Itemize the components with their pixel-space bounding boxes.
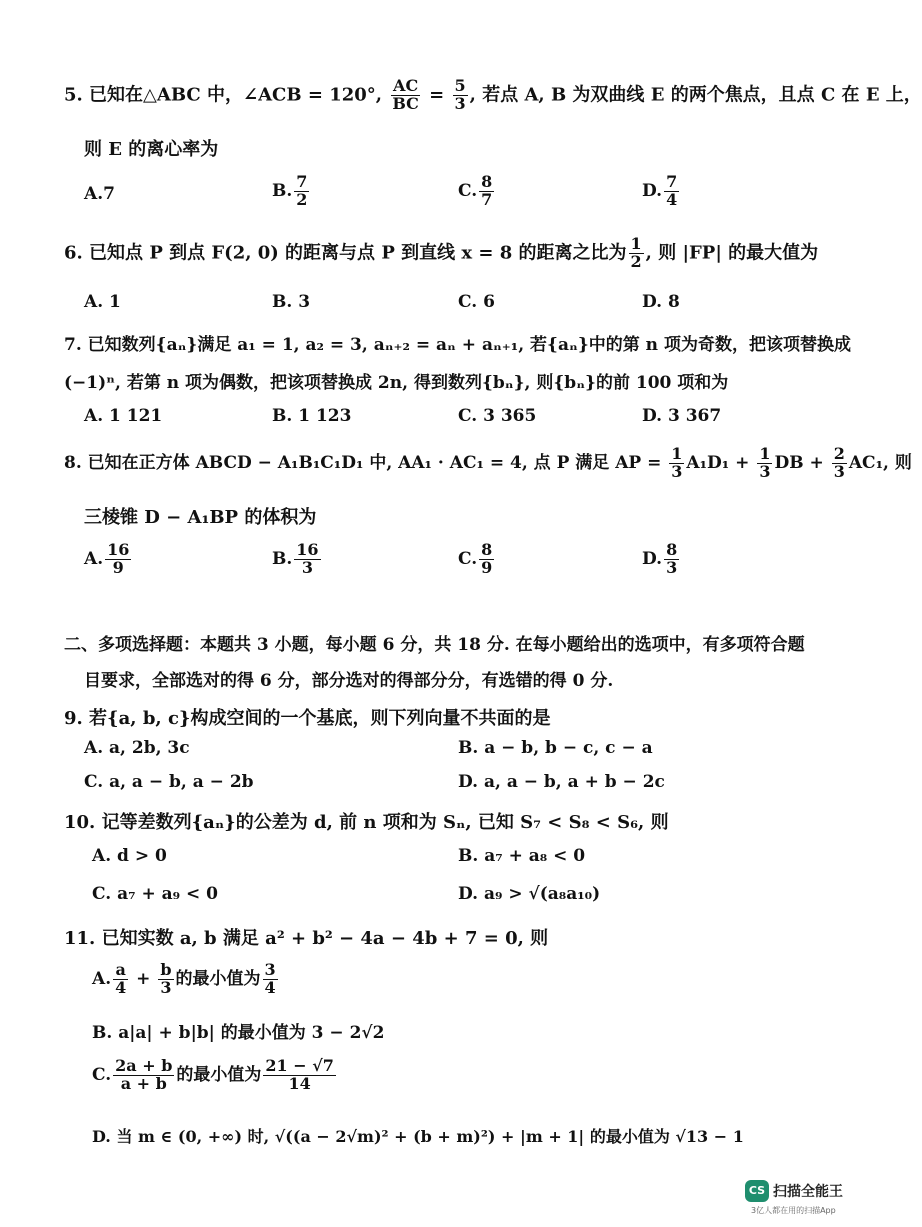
q8-option-c — [458, 542, 496, 577]
q8-opt-d-frac — [664, 542, 679, 577]
q11-opt-c-vn: 21 − √7 — [265, 1056, 334, 1075]
q8-plus-2: + — [803, 452, 830, 473]
q5-frac-num: AC — [393, 76, 419, 95]
q11-opt-c-num: 2a + b — [115, 1056, 173, 1075]
q7-option-b: B. 1 123 — [272, 406, 352, 426]
q6-option-b: B. 3 — [272, 292, 311, 312]
q5-opt-b-frac — [294, 174, 309, 209]
q8-stem-b: , 则 — [883, 452, 912, 473]
camscanner-watermark — [745, 1178, 863, 1218]
q10-option-c: C. a₇ + a₉ < 0 — [92, 884, 218, 904]
question-8-stem — [64, 446, 912, 481]
q8-t3-num: 2 — [833, 444, 845, 463]
q10-option-d: D. a₉ > √(a₈a₁₀) — [458, 884, 601, 904]
q11-opt-c-vd: 14 — [288, 1073, 311, 1093]
q5-stem-b: , 若点 A, B 为双曲线 E 的两个焦点，且点 C 在 E 上， — [469, 84, 922, 106]
q5-opt-a-label: A. — [84, 184, 104, 204]
q8-opt-a-num: 16 — [107, 540, 130, 559]
q8-t1-num: 1 — [671, 444, 683, 463]
q8-opt-b-frac — [294, 542, 320, 577]
q9-option-a: A. a, 2b, 3c — [84, 738, 190, 758]
q11-opt-a-d2: 3 — [160, 977, 172, 997]
q11-opt-a-n1: a — [115, 960, 126, 979]
q8-term2-frac — [757, 446, 772, 481]
q11-opt-a-value-frac — [263, 962, 278, 997]
q5-stem-a: 5. 已知在△ABC 中，∠ACB = 120°, — [64, 84, 389, 106]
q5-val-num: 5 — [454, 76, 466, 95]
q11-option-d: D. 当 m ∈ (0, +∞) 时, √((a − 2√m)² + (b + m)²) + |m + 1| 的最小值为 √13 − 1 — [92, 1127, 744, 1146]
q8-t3-vector: AC₁ — [848, 452, 884, 473]
q11-opt-c-den: a + b — [120, 1073, 167, 1093]
q8-opt-b-label: B. — [272, 548, 293, 569]
q8-t1-den: 3 — [671, 461, 683, 481]
q5-value-frac — [453, 78, 468, 113]
q5-opt-c-frac — [479, 174, 494, 209]
q5-opt-c-den: 7 — [481, 189, 493, 209]
q8-opt-a-frac — [105, 542, 131, 577]
q11-opt-a-label: A. — [92, 968, 112, 989]
q11-opt-a-text: 的最小值为 — [175, 968, 261, 989]
q8-option-a — [84, 542, 133, 577]
q5-opt-d-den: 4 — [666, 189, 678, 209]
camscanner-tagline: 3亿人都在用的扫描App — [751, 1206, 836, 1215]
q8-opt-b-num: 16 — [296, 540, 319, 559]
q5-option-c — [458, 174, 496, 209]
q8-opt-a-den: 9 — [112, 557, 124, 577]
q11-opt-c-label: C. — [92, 1064, 112, 1085]
q8-opt-a-label: A. — [84, 548, 104, 569]
q8-opt-c-den: 9 — [481, 557, 493, 577]
q11-opt-a-vn: 3 — [264, 960, 276, 979]
q5-opt-b-label: B. — [272, 180, 293, 201]
q5-opt-d-frac — [664, 174, 679, 209]
q7-option-d: D. 3 367 — [642, 406, 722, 426]
q8-t2-vector: DB — [774, 452, 804, 473]
q5-opt-c-label: C. — [458, 180, 478, 201]
section-2-heading-cont: 目要求，全部选对的得 6 分，部分选对的得部分分，有选错的得 0 分. — [84, 671, 614, 691]
q8-opt-c-num: 8 — [481, 540, 493, 559]
q8-plus-1: + — [729, 452, 756, 473]
q6-ratio-frac — [629, 236, 644, 271]
q5-option-b — [272, 174, 311, 209]
q9-option-d: D. a, a − b, a + b − 2c — [458, 772, 665, 792]
q8-opt-c-frac — [479, 542, 494, 577]
question-7-stem-cont: (−1)ⁿ, 若第 n 项为偶数，把该项替换成 2n, 得到数列{bₙ}, 则{bₙ}的前 100 项和为 — [64, 373, 729, 393]
q8-t1-vector: A₁D₁ — [686, 452, 730, 473]
q11-opt-a-frac-2 — [158, 962, 173, 997]
q5-option-d — [642, 174, 681, 209]
camscanner-logo-icon: CS — [745, 1180, 769, 1202]
q10-option-a: A. d > 0 — [92, 846, 167, 866]
q8-opt-d-num: 8 — [666, 540, 678, 559]
question-5-stem-cont: 则 E 的离心率为 — [84, 139, 219, 160]
q11-opt-c-text: 的最小值为 — [176, 1064, 262, 1085]
q8-stem-a: 8. 已知在正方体 ABCD − A₁B₁C₁D₁ 中, AA₁ · AC₁ = 4, 点 P 满足 AP = — [64, 452, 668, 473]
q5-eq: = — [422, 84, 451, 106]
q8-opt-b-den: 3 — [301, 557, 313, 577]
section-2-heading: 二、多项选择题：本题共 3 小题，每小题 6 分，共 18 分. 在每小题给出的选项中，有多项符合题 — [64, 635, 805, 655]
question-10-stem: 10. 记等差数列{aₙ}的公差为 d, 前 n 项和为 Sₙ, 已知 S₇ < S₈ < S₆, 则 — [64, 812, 669, 833]
q5-opt-b-num: 7 — [296, 172, 308, 191]
q5-opt-c-num: 8 — [481, 172, 493, 191]
q5-opt-d-label: D. — [642, 180, 663, 201]
q8-term3-frac — [832, 446, 847, 481]
q11-opt-a-vd: 4 — [264, 977, 276, 997]
q5-ratio-frac — [390, 78, 421, 113]
q6-option-c: C. 6 — [458, 292, 495, 312]
q8-t3-den: 3 — [833, 461, 845, 481]
q8-t2-num: 1 — [759, 444, 771, 463]
q8-term1-frac — [669, 446, 684, 481]
q10-option-b: B. a₇ + a₈ < 0 — [458, 846, 586, 866]
q11-option-a — [92, 962, 280, 997]
q6-option-a: A. 1 — [84, 292, 121, 312]
question-8-stem-cont: 三棱锥 D − A₁BP 的体积为 — [84, 507, 317, 528]
question-9-stem: 9. 若{a, b, c}构成空间的一个基底，则下列向量不共面的是 — [64, 708, 551, 729]
q5-opt-b-den: 2 — [296, 189, 308, 209]
q8-opt-d-label: D. — [642, 548, 663, 569]
q6-frac-num: 1 — [630, 234, 642, 253]
q5-val-den: 3 — [454, 93, 466, 113]
q5-frac-den: BC — [392, 93, 419, 113]
q6-stem-a: 6. 已知点 P 到点 F(2, 0) 的距离与点 P 到直线 x = 8 的距离之比为 — [64, 242, 627, 264]
q6-option-d: D. 8 — [642, 292, 680, 312]
q5-option-a — [84, 184, 115, 204]
q11-opt-c-frac — [113, 1058, 174, 1093]
question-11-stem: 11. 已知实数 a, b 满足 a² + b² − 4a − 4b + 7 = 0, 则 — [64, 928, 549, 949]
q5-opt-a-text: 7 — [103, 184, 115, 204]
q8-t2-den: 3 — [759, 461, 771, 481]
q11-opt-c-value-frac — [263, 1058, 335, 1093]
question-7-stem: 7. 已知数列{aₙ}满足 a₁ = 1, a₂ = 3, aₙ₊₂ = aₙ + aₙ₊₁, 若{aₙ}中的第 n 项为奇数，把该项替换成 — [64, 335, 851, 355]
q11-opt-a-n2: b — [160, 960, 172, 979]
q6-stem-b: , 则 |FP| 的最大值为 — [645, 242, 819, 264]
q11-option-b: B. a|a| + b|b| 的最小值为 3 − 2√2 — [92, 1023, 385, 1043]
q8-option-b — [272, 542, 323, 577]
q7-option-a: A. 1 121 — [84, 406, 163, 426]
q8-opt-d-den: 3 — [666, 557, 678, 577]
q8-option-d — [642, 542, 681, 577]
camscanner-name: 扫描全能王 — [773, 1184, 843, 1200]
question-6-stem — [64, 236, 818, 271]
question-5-stem — [64, 78, 922, 113]
q9-option-c: C. a, a − b, a − 2b — [84, 772, 254, 792]
q11-opt-a-plus: + — [130, 968, 157, 989]
q11-opt-a-frac-1 — [113, 962, 128, 997]
q5-opt-d-num: 7 — [666, 172, 678, 191]
q8-opt-c-label: C. — [458, 548, 478, 569]
q9-option-b: B. a − b, b − c, c − a — [458, 738, 653, 758]
q6-frac-den: 2 — [630, 251, 642, 271]
q11-option-c — [92, 1058, 338, 1093]
q7-option-c: C. 3 365 — [458, 406, 537, 426]
q11-opt-a-d1: 4 — [115, 977, 127, 997]
